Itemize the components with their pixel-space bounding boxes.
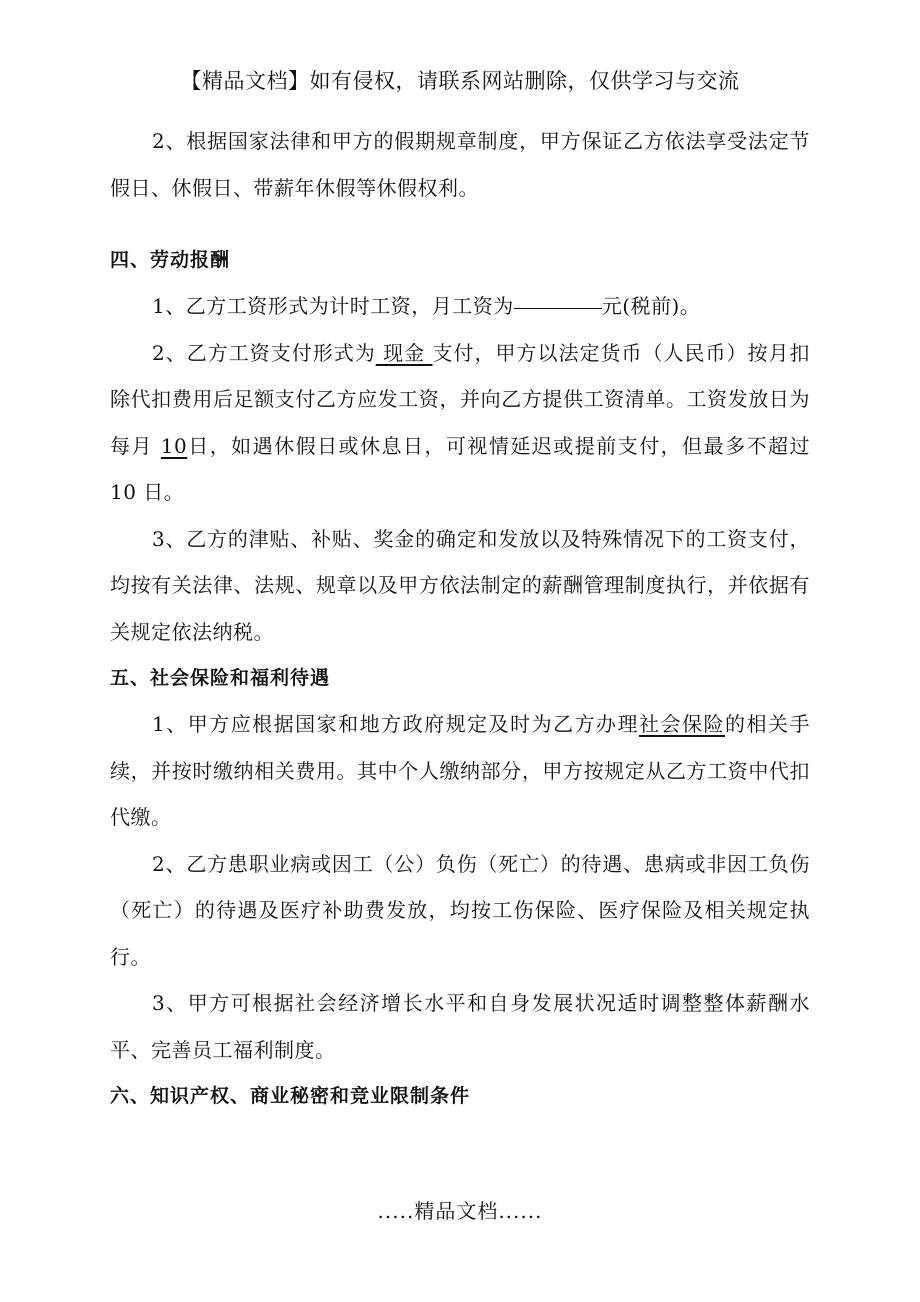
pay-day-value: 10 <box>160 433 188 458</box>
social-insurance-term: 社会保险 <box>639 712 726 736</box>
clause-5-3: 3、甲方可根据社会经济增长水平和自身发展状况适时调整整体薪酬水平、完善员工福利制度。 <box>110 991 810 1062</box>
clause-4-2-prefix: 2、乙方工资支付形式为 <box>152 340 376 365</box>
clause-4-3: 3、乙方的津贴、补贴、奖金的确定和发放以及特殊情况下的工资支付，均按有关法律、法规、规章以及甲方依法制定的薪酬管理制度执行，并依据有关规定依法纳税。 <box>110 526 810 644</box>
payment-method-value: 现金 <box>375 340 433 365</box>
section-5-title: 五、社会保险和福利待遇 <box>110 667 331 689</box>
document-body <box>110 118 810 1119</box>
footer-text: .....精品文档...... <box>377 1199 543 1223</box>
header-notice: 【精品文档】如有侵权，请联系网站删除，仅供学习与交流 <box>180 69 740 93</box>
clause-4-1 <box>110 283 810 330</box>
clause-4-2-middle: 支付，甲方以法定货币（人民币）按月扣除代扣费用后足额支付乙方应发工资，并向乙方提供工资清单。工资发放日为每月 <box>110 340 811 458</box>
clause-4-1-suffix: 元(税前)。 <box>601 294 701 318</box>
clause-4-1-prefix: 1、乙方工资形式为计时工资，月工资为 <box>152 294 514 318</box>
salary-blank-line <box>514 307 602 309</box>
section-4-title: 四、劳动报酬 <box>110 249 231 271</box>
clause-5-1 <box>110 701 810 841</box>
clause-5-2: 2、乙方患职业病或因工（公）负伤（死亡）的待遇、患病或非因工负伤（死亡）的待遇及医疗补助费发放，均按工伤保险、医疗保险及相关规定执行。 <box>110 851 810 969</box>
clause-3-2: 2、根据国家法律和甲方的假期规章制度，甲方保证乙方依法享受法定节假日、休假日、带薪年休假等休假权利。 <box>110 129 810 200</box>
clause-5-1-prefix: 1、甲方应根据国家和地方政府规定及时为乙方办理 <box>152 712 640 736</box>
clause-4-2 <box>110 330 810 516</box>
clause-4-2-suffix: 日，如遇休假日或休息日，可视情延迟或提前支付，但最多不超过 10 日。 <box>110 433 811 504</box>
section-6-title: 六、知识产权、商业秘密和竞业限制条件 <box>110 1085 471 1107</box>
clause-5-1-suffix: 的相关手续，并按时缴纳相关费用。其中个人缴纳部分，甲方按规定从乙方工资中代扣代缴。 <box>110 712 810 829</box>
